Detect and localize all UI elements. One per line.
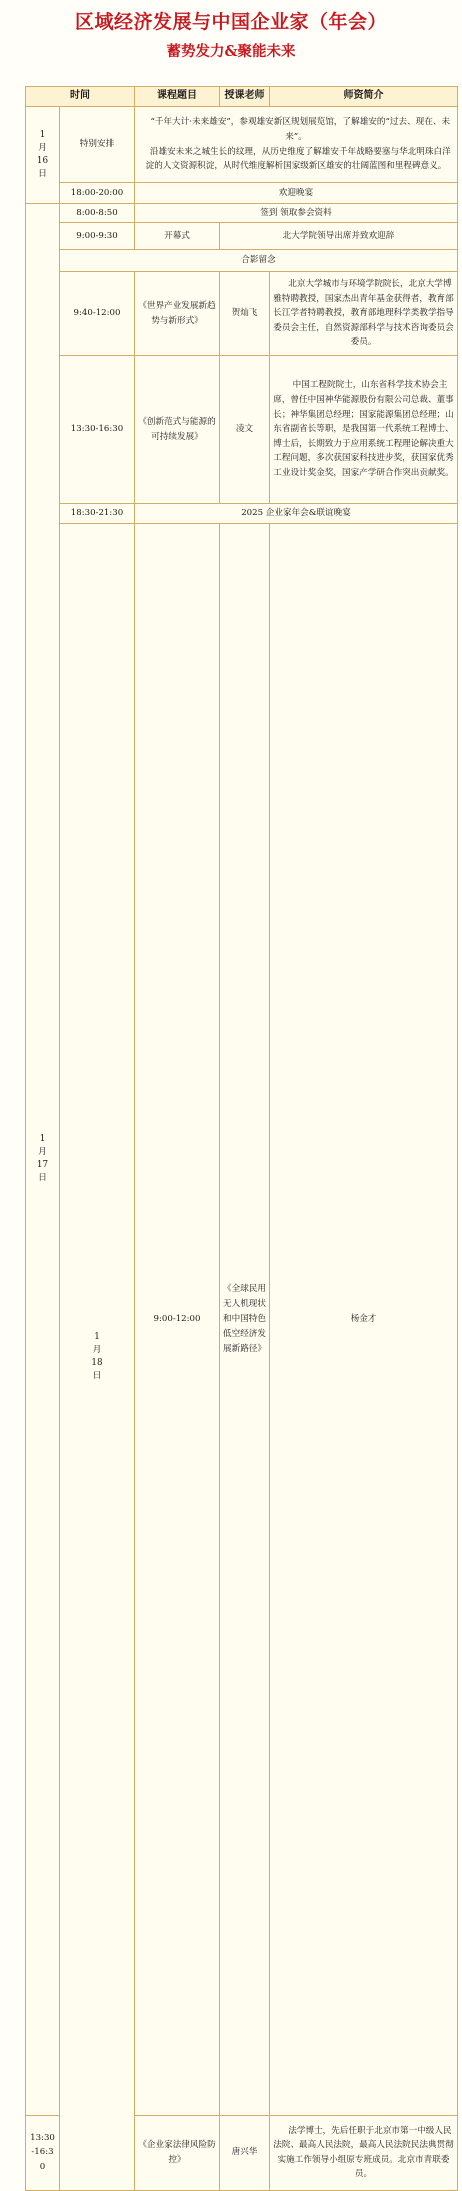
session2-topic: 《创新范式与能源的可持续发展》 — [135, 356, 220, 504]
session4-teacher: 唐兴华 — [220, 2115, 270, 2190]
opening-label: 开幕式 — [135, 223, 220, 250]
table-row — [26, 524, 458, 2116]
page-title: 区域经济发展与中国企业家（年会） — [74, 11, 387, 33]
table-header-row — [26, 87, 458, 107]
table-row — [26, 272, 458, 356]
special-desc: “千年大计·未来雄安”，参观雄安新区规划展览馆，了解雄安的“过去、现在、未来”。 沿雄安未来之城生长的纹理，从历史维度了解雄安千年战略要塞与华北明珠白洋淀的人文资源积淀，从时代维度解析国家级新区雄安的壮阔蓝图和里程碑意义。 — [135, 107, 458, 183]
date-day2: 1 月 17 日 — [26, 204, 60, 2116]
opening-time: 9:00-9:30 — [60, 223, 135, 250]
session1-teacher: 贺灿飞 — [220, 272, 270, 356]
opening-desc: 北大学院领导出席并致欢迎辞 — [220, 223, 458, 250]
dinner-label: 欢迎晚宴 — [135, 183, 458, 204]
table-row — [26, 183, 458, 204]
header-bio: 师资简介 — [270, 87, 458, 107]
table-row — [26, 250, 458, 272]
session3-time: 9:00-12:00 — [135, 524, 220, 2116]
date-day3: 1 月 18 日 — [60, 524, 135, 2191]
session1-topic: 《世界产业发展新趋势与新形式》 — [135, 272, 220, 356]
session1-bio: 北京大学城市与环境学院院长，北京大学博雅特聘教授，国家杰出青年基金获得者，教育部长江学者特聘教授，教育部地理科学类教学指导委员会主任，自然资源部科学与技术咨询委员会委员。 — [270, 272, 458, 356]
table-row — [26, 356, 458, 504]
table-row — [26, 204, 458, 223]
header-course: 课程题目 — [135, 87, 220, 107]
session2-time: 13:30-16:30 — [60, 356, 135, 504]
session2-teacher: 凌文 — [220, 356, 270, 504]
checkin-time: 8:00-8:50 — [60, 204, 135, 223]
session2-bio: 中国工程院院士，山东省科学技术协会主席，曾任中国神华能源股份有限公司总裁、董事长；神华集团总经理；国家能源集团总经理；山东省副省长等职，是我国第一代系统工程博士、博士后，长期致力于应用系统工程理论解决重大工程问题，多次获国家科技进步奖，获国家优秀工业设计奖金奖，国家产学研合作突出贡献奖。 — [270, 356, 458, 504]
header-time: 时间 — [26, 87, 135, 107]
date-day1: 1 月 16 日 — [26, 107, 60, 204]
checkin-label: 签到 领取参会资料 — [135, 204, 458, 223]
special-label: 特别安排 — [60, 107, 135, 183]
schedule-table — [25, 86, 458, 2191]
session4-time: 13:30-16:30 — [26, 2115, 60, 2190]
session4-topic: 《企业家法律风险防控》 — [135, 2115, 220, 2190]
table-row — [26, 223, 458, 250]
header-teacher: 授课老师 — [220, 87, 270, 107]
session3-teacher: 杨金才 — [270, 524, 458, 2116]
table-row — [26, 504, 458, 524]
session4-bio: 法学博士，先后任职于北京市第一中级人民法院、最高人民法院，最高人民法院民法典贯彻实施工作领导小组原专班成员。北京市青联委员。 — [270, 2115, 458, 2190]
gala-time: 18:30-21:30 — [60, 504, 135, 524]
table-row — [26, 107, 458, 183]
page-subtitle: 蓄势发力&聚能未来 — [166, 43, 296, 60]
dinner-time: 18:00-20:00 — [60, 183, 135, 204]
session3-topic: 《全球民用无人机现状和中国特色低空经济发展新路径》 — [220, 524, 270, 2116]
gala-label: 2025 企业家年会&联谊晚宴 — [135, 504, 458, 524]
session1-time: 9:40-12:00 — [60, 272, 135, 356]
photo-label: 合影留念 — [60, 250, 458, 272]
